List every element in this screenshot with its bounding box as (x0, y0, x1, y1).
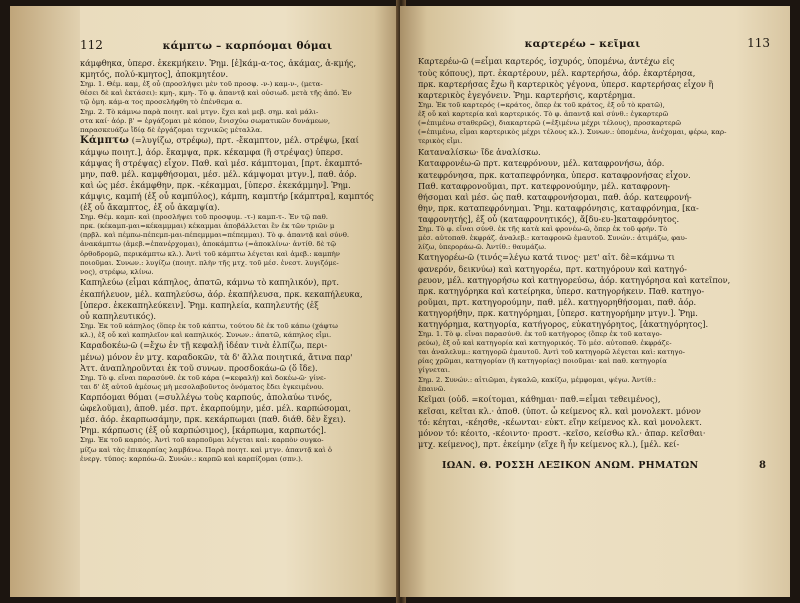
text-line: (ἐξ οὗ ἄκαμπτος, ἐξ οὗ ἀκαμψία). (80, 201, 220, 212)
text-line: μόνον τό: κέοιτο, -κέοιντο· προστ. -κεῖσο, κείσθω κλ.· ἀπαρ. κεῖσθαι· (418, 427, 706, 438)
text-line: κάμψις, καμπή (ἐξ οὗ καμπύλος), κάμπη, καμπτήρ [κάμπτρα], καμπτός (80, 190, 374, 201)
note-line: (=ἐπιμένω σταθερῶς), διακαρτερῶ (=ἐξιμένω μέχρι τέλους), προσκαρτερῶ (418, 118, 682, 127)
text-line: κάμψας ἢ στρέψας) εἶχον. Παθ. καὶ μέσ. κάμπτομαι, [πρτ. ἐκαμπτό- (80, 157, 363, 168)
text-line: κάμψω ποιητ.], ἀόρ. ἔκαμψα, πρκ. κέκαμφα (ἢ στρέψας) ὑπερσ. (80, 146, 344, 157)
note-line: (πρβλ. καὶ πέμπω-πέπεμπ-μαι-πέπεμμμαι=πέπεμμαι). Τὸ φ. ἁπαντᾷ καὶ σύνθ. (80, 231, 350, 240)
text-line: κεῖσαι, κεῖται κλ.· ἀποθ. (ὑποτ. ὦ κείμενος κλ. καὶ μονολεκτ. μόνον (418, 405, 701, 416)
note-line: Σημ. 1. Τὸ φ. εἶναι παρασύνθ. ἐκ τοῦ κατήγορος (ὅπερ ἐκ τοῦ καταγο- (418, 329, 662, 338)
headword: Κάμπτω (80, 135, 130, 147)
note-line: λίζω, ὑπεροράω-ῶ. Ἀντίθ.: θαυμάζω. (418, 242, 547, 251)
text-line: Παθ. καταφρονοῦμαι, πρτ. κατεφρονούμην, μέλ. καταφρονη- (418, 180, 671, 191)
text-line: πρκ. κατηγόρηκα καὶ κατείρηκα, ὑπερσ. κατηγορήκειν. Παθ. κατηγο- (418, 285, 705, 296)
note-line: ὀρθοδρομῶ, περικάμπτω κλ.). Ἀντὶ τοῦ κάμπτω λέγεται καὶ ἀμεβ.: καμπὴν (80, 249, 340, 258)
entry-karadokeo: Καραδοκέω-ῶ (=ἔχω ἐν τῇ κεφαλῇ ἰδέαν τινὰ ἐλπίζω, περι- (80, 340, 328, 351)
entry-katanalisko: Καταναλίσκω· ἴδε ἀναλίσκω. (418, 146, 541, 157)
right-page (400, 6, 790, 597)
note-line: τερικὸς εἶμι. (418, 137, 463, 146)
signature-mark: 8 (759, 459, 766, 471)
note-line: ἐνεργ. τύπος: καρπόω-ῶ. Συνών.: καρπῶ καὶ καρπίζομαι (σπν.). (80, 454, 303, 463)
text-line: κάμφθηκα, ὑπερσ. ἐκεκμήκειν. Ῥημ. [ἐ]κάμ-α-τος, ἀκάμας, ἀ-κμής, (80, 58, 357, 68)
note-line: θέσει δὲ καὶ ἐκτάσει): κμη-, κμη-. Τὸ φ. ἁπαντᾷ καὶ οὐσιωδ. μετὰ τῆς ἀπό. Ἐν (80, 89, 352, 98)
note-line: Σημ. 2. Συνών.: αἰτιῶμαι, ἐγκαλῶ, κακίζω, μέμφομαι, ψέγω. Ἀντίθ.: (418, 375, 657, 384)
note-line: Σημ. Ἐκ τοῦ καρπός. Ἀντὶ τοῦ καρποῦμαι λέγεται καὶ: καρπὸν συγκο- (80, 436, 324, 445)
text-line: ἐκαπήλευον, μέλ. καπηλεύσω, ἀόρ. ἐκαπήλευσα, πρκ. κεκαπήλευκα, (80, 288, 363, 299)
left-header-title: κάμπτω – καρπόομαι θόμαι (162, 40, 333, 52)
text-line: τό: κέηται, -κέησθε, -κέωνται· εὐκτ. εἴην κείμενος κλ. καὶ μονολεκτ. (418, 416, 702, 427)
right-footer (418, 460, 770, 471)
text-line: κατηγορήθην, πρκ. κατηγόρημαι, [ὑπερσ. κατηγορήμην μτγν.]. Ῥημ. (418, 307, 698, 318)
entry-katafroneo: Καταφρονέω-ῶ πρτ. κατεφρόνουν, μέλ. καταφρονήσω, ἀόρ. (418, 158, 665, 169)
note-line: Σημ. Ἐκ τοῦ καρτερός (=κράτος, ὅπερ ἐκ τοῦ κράτος, ἐξ οὗ τὸ κρατῶ), (418, 100, 665, 109)
text-line: μένω) μόνον ἐν μτχ. καραδοκῶν, τὰ δ' ἄλλα ποιητικά, ἄτινα παρ' (80, 351, 353, 362)
note-line: ρίας χρῶμαι, κατηγορίαν (ἢ κατηγορίας) ποιοῦμαι· καὶ παθ. κατηγορία (418, 357, 667, 366)
note-line: ται ἀναλελυμ.: κατηγορῶ ἐμαυτοῦ. Ἀντὶ τοῦ κατηγορῶ λέγεται καὶ: κατηγο- (418, 348, 685, 357)
note-line: ἐπαινῶ. (418, 384, 446, 393)
text-line: θην, πρκ. καταπεφρόνημαι. Ῥημ. καταφρόνησις, καταφρόνημα, [κα- (418, 202, 699, 213)
text-line: ροῦμαι, πρτ. κατηγορούμην, παθ. μέλ. κατηγορηθήσομαι, παθ. ἀόρ. (418, 296, 697, 307)
note-line: Σημ. Θέμ. καμπ- καὶ (προσλήψει τοῦ προσφυμ. -τ-) καμπ-τ-. Ἐν τῷ παθ. (80, 212, 328, 221)
note-line: ἐξ οὗ καὶ καρτερία καὶ καρτερικός. Τὸ φ. ἀπαντᾷ καὶ σύνθ.: ἐγκαρτερῶ (418, 109, 669, 118)
text-line: κατεφρόνησα, πρκ. καταπεφρόνηκα, ὑπερσ. καταφρονήσας εἶχον. (418, 169, 691, 180)
note-line: γίγνεται. (418, 366, 451, 375)
text-line: Ἀττ. ἀναπληροῦνται ἐκ τοῦ συνων. προσδοκάω-ῶ (ὅ ἴδε). (80, 362, 318, 373)
text-line: Ῥημ. κάρπωσις (ἐξ οὗ καρπώσιμος), [κάρπωμα, καρπωτός]. (80, 425, 327, 436)
text-line: κατηγόρημα, κατηγορία, κατήγορος, εὐκατηγόρητος, [ἀκατηγόρητος]. (418, 318, 709, 329)
right-running-head (418, 36, 770, 50)
entry-kapileuo: Καπηλεύω (εἶμαι κάπηλος, ἀπατῶ, κάμνω τὸ καπηλικόν), πρτ. (80, 277, 339, 288)
note-line: Σημ. Τὸ φ. εἶναι σύνθ. ἐκ τῆς κατὰ καὶ φρονέω-ῶ, ὅπερ ἐκ τοῦ φρήν. Τὸ (418, 224, 668, 233)
text-line: φανερόν, δεικνύω) καὶ κατηγορέω, πρτ. κατηγόρουν καὶ κατηγό- (418, 263, 687, 274)
note-line: πρκ. (κέκαμπ-μαι=κέκαμμμαι) κέκαμμαι ἀποβάλλεται ἓν ἐκ τῶν τριῶν μ (80, 221, 335, 230)
note-line: ποιοῦμαι. Συνων.: λυγίζω (ποιητ. πλὴν τῆς μτχ. τοῦ μέσ. ἐνεστ. λυγιζόμε- (80, 258, 339, 267)
text-line: τοὺς κόπους), πρτ. ἐκαρτέρουν, μέλ. καρτερήσω, ἀόρ. ἐκαρτέρησα, (418, 67, 696, 78)
left-page (10, 6, 402, 597)
page-edge-stain (10, 6, 80, 597)
entry-text: (=λυγίζω, στρέφω), πρτ. -ἔκαμπτον, μέλ. στρέψω, [καί (131, 135, 359, 146)
note-line: Σημ. Τὸ φ. εἶναι παρασύνθ. ἐκ τοῦ κάρα (=κεφαλή) καὶ δοκέω-ῶ· γίνε- (80, 373, 326, 382)
note-line: Σημ. Ἐκ τοῦ κάπηλος (ὅπερ ἐκ τοῦ κάπτω, τούτου δὲ ἐκ τοῦ κάπω (χάφτω (80, 321, 338, 330)
left-page-number: 112 (80, 38, 103, 52)
note-line: ἀνακάμπτω (ἀμεβ.=ἐπανέρχομαι), ἀποκάμπτω (=ἀποκλίνω· ἀντίθ. δὲ τῷ (80, 240, 336, 249)
footer-text: ΙΩΑΝ. Θ. ΡΟΣΣΗ ΛΕΞΙΚΟΝ ΑΝΩΜ. ΡΗΜΑΤΩΝ (442, 459, 699, 471)
text-line: ὠφελοῦμαι), ἀποθ. μέσ. πρτ. ἐκαρπούμην, μέσ. μέλ. καρπώσομαι, (80, 403, 352, 414)
text-line: καρτερικὸς ἐγεγόνειν. Ῥημ. καρτερήσις, καρτέρημα. (418, 89, 636, 100)
note-line: (=ἐπιμένω, εἶμαι καρτερικὸς μέχρι τέλους κλ.). Συνων.: ὑπομένω, ἀνέχομαι, φέρω, καρ- (418, 128, 727, 137)
text-line: κμητός, πολύ-κμητος], ἀποκμητέον. (80, 69, 229, 79)
note-line: ται δ' ἐξ αὐτοῦ ἀμέσως μὴ μεσολαβοῦντος ὀνόματος ἔδει ἐγκειμένου. (80, 382, 324, 391)
note-line: κλ.), ἐξ οὗ καὶ καπηλεῖον καὶ καπηλικός. Συνων.: ἀπατῶ, κάπηλος εἶμι. (80, 330, 332, 339)
entry-karpoomai: Καρπόομαι θόμαι (=συλλέγω τοὺς καρπούς, ἀπολαύω τινός, (80, 391, 333, 402)
entry-kategoreo: Κατηγορέω-ῶ (τινός=λέγω κατά τινος· μετ' αἰτ. δὲ=κάμνω τι (418, 252, 675, 263)
text-line: ρευον, μέλ. κατηγορήσω καὶ κατηγορεύσω, ἀόρ. κατηγόρησα καὶ κατεῖπον, (418, 274, 731, 285)
entry-karterew: Καρτερέω-ῶ (=εἶμαι καρτερός, ἰσχυρός, ὑπομένω, ἀντέχω εἰς (418, 56, 675, 66)
entry-kampto-first-line (80, 135, 392, 147)
text-line: θήσομαι καὶ μέσ. ὡς παθ. καταφρονήσομαι, παθ. ἀόρ. κατεφρονή- (418, 191, 692, 202)
note-line: τῷ ὁμη. κάμ-α τος προσελήφθη τὸ ἐπένθεμα α. (80, 98, 243, 107)
right-header-title: καρτερέω – κεῖμαι (524, 38, 641, 50)
text-line: πρκ. καρτερήσας ἔχω ἢ καρτερικὸς γέγονα, ὑπερσ. καρτερήσας εἶχον ἢ (418, 78, 714, 89)
note-line: παρασκευάζω ἴδίᾳ δὲ ἐργάζομαι τεχνικῶς μέταλλα. (80, 126, 263, 135)
note-line: Σημ. 1. Θέμ. καμ, ἐξ οὗ (προσλήψει μὲν τοῦ προσφ. -ν-) καμ-ν-, (μετα- (80, 80, 323, 88)
left-running-head (80, 38, 392, 52)
entry-keimai: Κεῖμαι (οὐδ. =κοίτομαι, κάθημαι· παθ.=εἶμαι τεθειμένος), (418, 394, 661, 405)
text-line: [ὑπερσ. ἐκεκαπηλεύκειν]. Ῥημ. καπηλεία, καπηλευτής (ἐξ (80, 299, 319, 310)
text-line: καὶ ὡς μέσ. ἐκάμφθην, πρκ. -κέκαμμαι, [ὑπερσ. ἐκεκάμμην]. Ῥημ. (80, 179, 351, 190)
text-line: μέσ. ἀόρ. ἐκαρπωσάμην, πρκ. κεκάρπωμαι (παθ. διάθ. δὲν ἔχει). (80, 414, 346, 425)
text-line: μτχ. κείμενος), πρτ. ἐκείμην (εἴχε ἢ ἦν κείμενος κλ.), [μέλ. κεί- (418, 438, 680, 449)
text-line: οὗ καπηλευτικός). (80, 310, 157, 321)
right-page-number: 113 (747, 36, 770, 50)
note-line: μίζω καὶ τὰς ἐπικαρπίας λαμβάνω. Παρὰ ποιητ. καὶ μτγν. ἀπαντᾷ καὶ ὁ (80, 445, 333, 454)
note-line: στα καί· ἀόρ. β' = ἐργάζομαι μὲ κόπον, ἔνισχύω σωματικῶν δυνάμεων, (80, 116, 331, 125)
note-line: μέσ. αὐτοπαθ. ἐκφράζ. ἀναλεβ.: καταφρονῶ ἐμαυτοῦ. Συνών.: ἀτιμάζω, φαυ- (418, 233, 688, 242)
note-line: ρεύω), ἐξ οὗ καὶ κατηγορία καὶ κατηγορικός. Τὸ μέσ. αὐτοπαθ. ἐκφράζε- (418, 338, 672, 347)
text-line: μην, παθ. μέλ. καμφθήσομαι, μέσ. μέλ. κάμψομαι μτγν.], παθ. ἀόρ. (80, 168, 357, 179)
note-line: νος), στρέφω, κλίνω. (80, 267, 154, 276)
note-line: Σημ. 2. Τὸ κάμνω παρὰ ποιητ. καὶ μτγν. ἔχει καὶ μεβ. σημ. καὶ μάλι- (80, 107, 319, 116)
text-line: ταφρονητής], ἐξ οὗ (καταφρονητικός), ἄ[δυ-ευ-]καταφρόνητος. (418, 213, 680, 224)
